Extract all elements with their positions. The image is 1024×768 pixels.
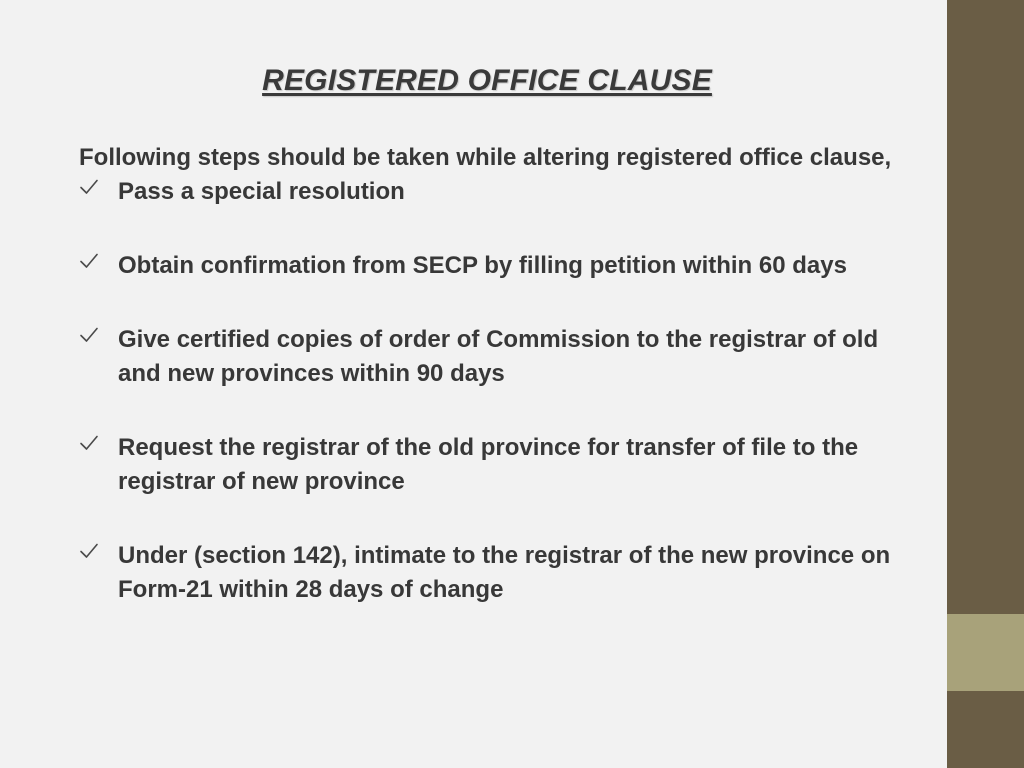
intro-text: Following steps should be taken while altering registered office clause, <box>79 144 892 171</box>
checkmark-icon <box>79 251 99 271</box>
checkmark-icon <box>79 177 99 197</box>
checkmark-icon <box>79 433 99 453</box>
list-item <box>79 249 909 283</box>
list-item-text: Obtain confirmation from SECP by filling petition within 60 days <box>118 252 847 279</box>
checkmark-icon <box>79 325 99 345</box>
steps-list <box>79 175 909 607</box>
list-item <box>79 323 909 391</box>
decorative-side-bar-accent <box>947 614 1024 691</box>
checkmark-icon <box>79 541 99 561</box>
list-item <box>79 175 909 209</box>
list-item <box>79 539 909 607</box>
list-item-text: Under (section 142), intimate to the registrar of the new province on Form-21 within 28 days of change <box>118 542 891 603</box>
slide-title: REGISTERED OFFICE CLAUSE <box>262 64 712 97</box>
list-item <box>79 431 909 499</box>
slide-content <box>79 141 909 607</box>
list-item-text: Give certified copies of order of Commission to the registrar of old and new provinces within 90 days <box>118 326 879 387</box>
list-item-text: Request the registrar of the old province for transfer of file to the registrar of new province <box>118 434 859 495</box>
list-item-text: Pass a special resolution <box>118 178 405 205</box>
